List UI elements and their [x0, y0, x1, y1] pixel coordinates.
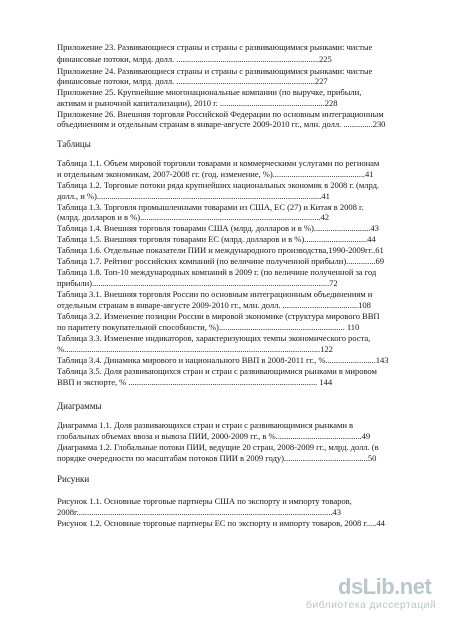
table-entry-line: Таблица 1.5. Внешняя торговля товарами ЕС (млрд. долларов и в %)..............................44 [57, 234, 376, 244]
table-entry-line: Таблица 1.7. Рейтинг российских компаний (по величине полученной прибыли)..............69 [57, 256, 384, 266]
appendix-line: активам и рыночной капитализации), 2010 г. ..................................................228 [57, 98, 338, 108]
table-entry-line: (млрд. долларов и в %)......................................................................................42 [57, 212, 330, 222]
figure-entry-line: Рисунок 1.1. Основные торговые партнеры США по экспорту и импорту товаров, [57, 496, 352, 506]
watermark-subtitle: библиотека диссертаций [306, 599, 437, 611]
appendix-line: Приложение 26. Внешняя торговля Российской Федерации по основным интеграционным [57, 109, 384, 119]
table-entry-line: %..........................................................................................................................122 [57, 344, 333, 354]
table-entry-line: Таблица 1.1. Объем мировой торговли товарами и коммерческими услугами по регионам [57, 158, 380, 168]
diagram-entry-line: порядке очередности по масштабам потоков ПИИ в 2009 году)........................................50 [57, 453, 377, 463]
table-entry-line: по паритету покупательной способности, %)............................................................ 110 [57, 322, 360, 332]
table-entry-line: Таблица 3.3. Изменение индикаторов, характеризующих темпы экономического роста, [57, 333, 371, 343]
diagram-entry-line: глобальных объемах ввоза и вывоза ПИИ, 2000-2009 гг., в %.........................................49 [57, 431, 371, 441]
table-entry-line: Таблица 1.3. Торговля промышленными товарами из США, ЕС (27) и Китая в 2008 г. [57, 202, 364, 212]
table-entry-line: Таблица 1.4. Внешняя торговля товарами США (млрд. долларов и в %)...........................43 [57, 223, 379, 233]
appendix-line: Приложение 24. Развивающиеся страны и страны с развивающимися рынками: чистые [57, 66, 373, 76]
figures-heading: Рисунки [57, 474, 90, 484]
table-entry-line: Таблица 3.5. Доля развивающихся стран и стран с развивающимися рынками в мировом [57, 366, 377, 376]
diagram-entry-line: Диаграмма 1.1. Доля развивающихся стран и стран с развивающимися рынками в [57, 420, 354, 430]
table-entry-line: ВВП и экспорте, % .......................................................................................... 144 [57, 377, 333, 387]
table-entry-line: отдельным странам в январе-августе 2009-2010 гг., млн. долл. ....................................108 [57, 300, 371, 310]
table-entry-line: и отдельным экономикам, 2007-2008 гг. (год. изменение, %)............................................41 [57, 169, 374, 179]
table-entry-line: Таблица 1.8. Топ-10 международных компаний в 2009 г. (по величине полученной за год [57, 267, 377, 277]
table-entry-line: Таблица 3.1. Внешняя торговля России по основным интеграционным объединениям и [57, 289, 373, 299]
watermark-logo: dsLib.net [338, 574, 432, 599]
table-entry-line: Таблица 1.2. Торговые потоки ряда крупнейших национальных экономик в 2008 г. (млрд. [57, 180, 380, 190]
diagrams-heading: Диаграммы [57, 401, 102, 411]
figure-entry-line: 2008г..........................................................................................................................43 [57, 507, 341, 517]
tables-heading: Таблицы [57, 139, 91, 149]
table-entry-line: Таблица 1.6. Отдельные показатели ПИИ и международного производства,1990-2009гг..61 [57, 245, 384, 255]
appendix-line: объединениям и отдельным странам в январе-августе 2009-2010 гг., млн. долл. ..............230 [57, 119, 386, 129]
appendix-line: Приложение 23. Развивающиеся страны и страны с развивающимися рынками: чистые [57, 42, 373, 52]
figure-entry-line: Рисунок 1.2. Основные торговые партнеры ЕС по экспорту и импорту товаров, 2008 г.....44 [57, 518, 385, 528]
appendix-line: финансовые потоки, млрд. долл. ..................................................................227 [57, 76, 328, 86]
table-entry-line: Таблица 3.4. Динамика мирового и национального ВВП в 2008-2011 гг., %........................143 [57, 355, 389, 365]
appendix-line: Приложение 25. Крупнейшие многонациональные компании (по выручке, прибыли, [57, 87, 362, 97]
table-entry-line: долл., и %)...........................................................................................................41 [57, 191, 330, 201]
appendix-line: финансовые потоки, млрд. долл. ....................................................................225 [57, 54, 332, 64]
diagram-entry-line: Диаграмма 1.2. Глобальные потоки ПИИ, ведущие 20 стран, 2008-2009 гг., млрд. долл. (в [57, 442, 379, 452]
table-entry-line: прибыли).................................................................................................................72 [57, 278, 338, 288]
table-entry-line: Таблица 3.2. Изменение позиции России в мировой экономике (структура мирового ВВП [57, 311, 380, 321]
